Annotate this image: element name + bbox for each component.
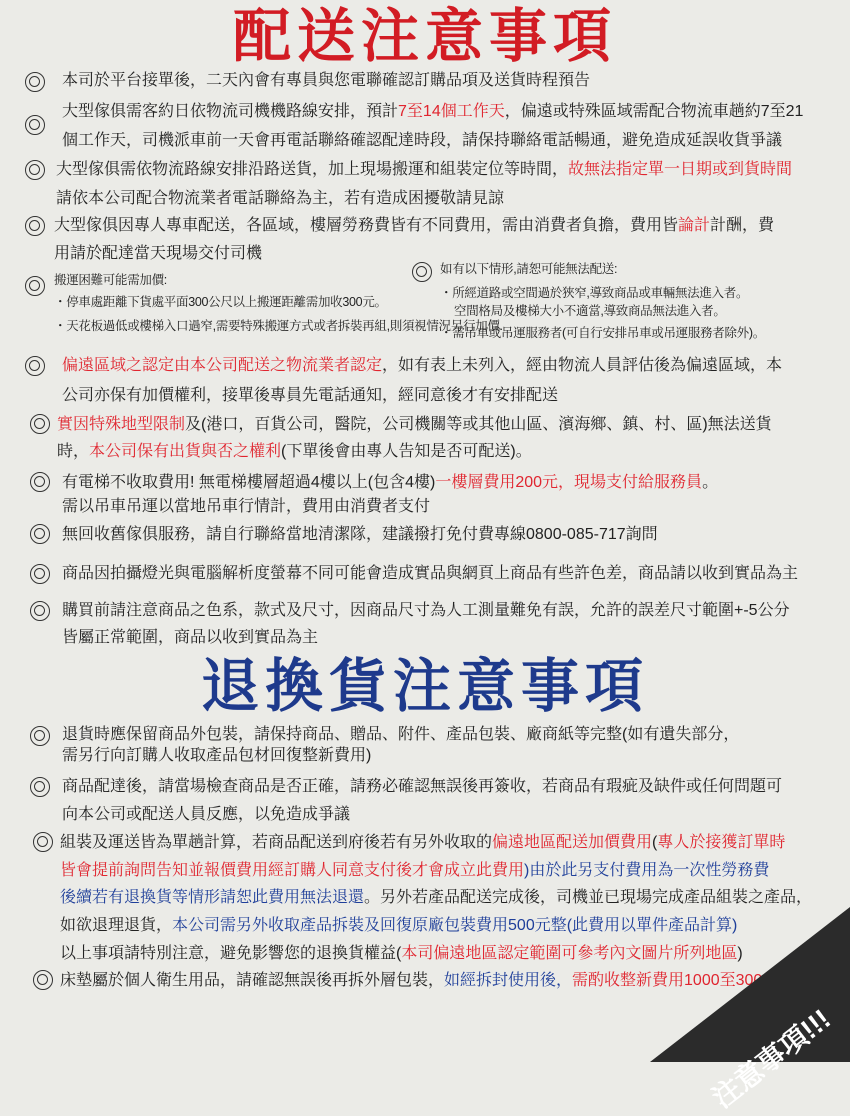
double-circle-bullet-icon — [412, 262, 432, 282]
double-circle-bullet-icon — [30, 777, 50, 797]
delivery-notice-line — [62, 496, 430, 518]
delivery-notice-line — [62, 563, 798, 585]
notice-text: 購買前請注意商品之色系，款式及尺寸，因商品尺寸為人工測量難免有誤，允許的誤差尺寸範圍+-5公分 — [62, 602, 790, 619]
delivery-notice-line — [56, 188, 504, 210]
notice-text: 計酬，費 — [710, 217, 775, 234]
double-circle-bullet-icon — [25, 160, 45, 180]
delivery-notice-line — [54, 291, 387, 313]
delivery-notice-line — [57, 441, 532, 463]
notice-text: 組裝及運送皆為單趟計算，若商品配送到府後若有另外收取的 — [60, 834, 493, 851]
notice-text: 如欲退理退貨， — [60, 917, 173, 934]
notice-text: 如有以下情形,請恕可能無法配送: — [440, 262, 618, 276]
notice-text: 商品因拍攝燈光與電腦解析度螢幕不同可能會造成實品與網頁上商品有些許色差，商品請以收到實品為主 — [62, 565, 799, 582]
double-circle-bullet-icon — [30, 601, 50, 621]
delivery-notice-line — [454, 300, 726, 322]
notice-text: 商品配達後，請當場檢查商品是否正確，請務必確認無誤後再簽收，若商品有瑕疵及缺件或任何問題可 — [62, 778, 783, 795]
returns-notice-line — [62, 724, 739, 746]
delivery-notice-line — [62, 385, 558, 407]
double-circle-bullet-icon — [33, 832, 53, 852]
delivery-notice-line — [440, 258, 617, 280]
highlight-red-text: 故無法指定單一日期或到貨時間 — [568, 161, 793, 178]
returns-notice-line — [60, 887, 812, 909]
notice-text: 退貨時應保留商品外包裝，請保持商品、贈品、附件、產品包裝、廠商紙等完整(如有遺失部分， — [62, 726, 740, 743]
double-circle-bullet-icon — [30, 472, 50, 492]
double-circle-bullet-icon — [30, 726, 50, 746]
highlight-red-text: 本司偏遠地區認定範圍可參考內文圖片所列地區 — [401, 945, 738, 962]
delivery-notice-line — [54, 315, 503, 337]
notice-text: 床墊屬於個人衛生用品，請確認無誤後再拆外層包裝， — [60, 972, 445, 989]
delivery-notice-line — [54, 269, 167, 291]
notice-text: 個工作天，司機派車前一天會再電話聯絡確認配達時段，請保持聯絡電話暢通，避免造成延誤收貨爭議 — [62, 132, 783, 149]
notice-text: ( — [652, 834, 658, 851]
returns-notice-line — [62, 804, 350, 826]
highlight-red-text: 本公司保有出貨與否之權利 — [89, 443, 282, 460]
returns-notice-line — [60, 860, 769, 882]
delivery-notice-line — [62, 627, 318, 649]
notice-text: 公司亦保有加價權利，接單後專員先電話通知，經同意後才有安排配送 — [62, 387, 559, 404]
delivery-notice-line — [62, 472, 718, 494]
notice-text: 皆屬正常範圍，商品以收到實品為主 — [62, 629, 319, 646]
notice-text: 空間格局及樓梯大小不適當,導致商品無法進入者。 — [454, 304, 726, 318]
notice-text: 時， — [57, 443, 90, 460]
delivery-notice-line — [62, 524, 658, 546]
delivery-notice-line — [62, 355, 782, 377]
double-circle-bullet-icon — [25, 216, 45, 236]
delivery-notice-line — [56, 159, 792, 181]
highlight-red-text: 實因特殊地型限制 — [57, 416, 186, 433]
notice-text: 。另外若產品配送完成後，司機並已現場完成產品組裝之產品， — [364, 889, 813, 906]
notice-text: ) — [737, 945, 743, 962]
notice-text: ，偏遠或特殊區域需配合物流車趟約7至21 — [504, 103, 804, 120]
delivery-notice-line — [440, 322, 765, 344]
notice-text: 有電梯不收取費用! 無電梯樓層超過4樓以上(包含4樓) — [62, 474, 436, 491]
returns-notice-line — [62, 745, 371, 767]
highlight-blue-text: )由於此另支付費用為一次性勞務費 — [524, 862, 770, 879]
highlight-red-text: 皆會提前詢問告知並報價費用經訂購人同意支付後才會成立此費用 — [60, 862, 525, 879]
notice-text: ・需吊車或吊運服務者(可自行安排吊車或吊運服務者除外)。 — [440, 326, 765, 340]
returns-notice-line — [60, 915, 737, 937]
highlight-red-text: 需酌收整新費用1000至3000元 — [572, 972, 788, 989]
highlight-blue-text: 本公司需另外收取產品拆裝及回復原廠包裝費用500元整(此費用以單件產品計算) — [172, 917, 738, 934]
notice-text: 及(港口，百貨公司，醫院，公司機關等或其他山區、濱海鄉、鎮、村、區)無法送貨 — [185, 416, 772, 433]
notice-text: ・停車處距離下貨處平面300公尺以上搬運距離需加收300元。 — [54, 295, 387, 309]
delivery-notice-line — [54, 243, 262, 265]
highlight-blue-text: 如經拆封使用後， — [444, 972, 573, 989]
notice-text: 搬運困難可能需加價: — [54, 273, 167, 287]
notice-text: 。 — [702, 474, 719, 491]
notice-text: ・所經道路或空間過於狹窄,導致商品或車輛無法進入者。 — [440, 286, 749, 300]
delivery-title: 配送注意事項 — [232, 4, 617, 69]
double-circle-bullet-icon — [25, 115, 45, 135]
double-circle-bullet-icon — [25, 276, 45, 296]
double-circle-bullet-icon — [33, 970, 53, 990]
notice-text: 大型傢俱需依物流路線安排沿路送貨，加上現場搬運和組裝定位等時間， — [56, 161, 569, 178]
double-circle-bullet-icon — [25, 356, 45, 376]
notice-text: 大型傢俱因專人專車配送，各區域，樓層勞務費皆有不同費用，需由消費者負擔，費用皆 — [54, 217, 679, 234]
highlight-red-text: 一樓層費用200元，現場支付給服務員 — [435, 474, 703, 491]
ribbon-label: 注意事項!!! — [706, 1003, 837, 1114]
notice-text: 以上事項請特別注意，避免影響您的退換貨權益( — [60, 945, 402, 962]
notice-text: 用請於配達當天現場交付司機 — [54, 245, 263, 262]
delivery-notice-line — [62, 101, 803, 123]
notice-text: ・天花板過低或樓梯入口過窄,需要特殊搬運方式或者拆裝再組,則須視情況另行加價. — [54, 319, 503, 333]
highlight-red-text: 論計 — [678, 217, 711, 234]
highlight-red-text: 偏遠地區配送加價費用 — [492, 834, 653, 851]
double-circle-bullet-icon — [30, 524, 50, 544]
notice-text: 本司於平台接單後，二天內會有專員與您電聯確認訂購品項及送貨時程預告 — [62, 72, 591, 89]
highlight-blue-text: 後續若有退換貨等情形請恕此費用無法退還 — [60, 889, 365, 906]
delivery-notice-line — [62, 70, 590, 92]
returns-notice-line — [60, 943, 743, 965]
delivery-notice-line — [62, 130, 782, 152]
notice-text: ，如有表上未列入，經由物流人員評估後為偏遠區域，本 — [382, 357, 783, 374]
delivery-notice-line — [57, 414, 772, 436]
highlight-red-text: 偏遠區域之認定由本公司配送之物流業者認定 — [62, 357, 383, 374]
highlight-red-text: 專人於接獲訂單時 — [657, 834, 786, 851]
double-circle-bullet-icon — [25, 72, 45, 92]
notice-text: 需以吊車吊運以當地吊車行情計，費用由消費者支付 — [62, 498, 431, 515]
returns-notice-line — [60, 832, 785, 854]
notice-text: 向本公司或配送人員反應，以免造成爭議 — [62, 806, 351, 823]
notice-text: 請依本公司配合物流業者電話聯絡為主，若有造成困擾敬請見諒 — [56, 190, 505, 207]
highlight-red-text: 7至14個工作天 — [398, 103, 505, 120]
delivery-notice-line — [62, 600, 790, 622]
delivery-notice-line — [54, 215, 774, 237]
notice-text: (下單後會由專人告知是否可配送)。 — [281, 443, 532, 460]
returns-title: 退換貨注意事項 — [200, 654, 649, 719]
returns-notice-line — [62, 776, 782, 798]
notice-text: 無回收舊傢俱服務，請自行聯絡當地清潔隊，建議撥打免付費專線0800-085-717詢問 — [62, 526, 658, 543]
notice-text: 需另行向訂購人收取產品包材回復整新費用) — [62, 747, 372, 764]
notice-text: 大型傢俱需客約日依物流司機機路線安排，預計 — [62, 103, 399, 120]
double-circle-bullet-icon — [30, 414, 50, 434]
double-circle-bullet-icon — [30, 564, 50, 584]
